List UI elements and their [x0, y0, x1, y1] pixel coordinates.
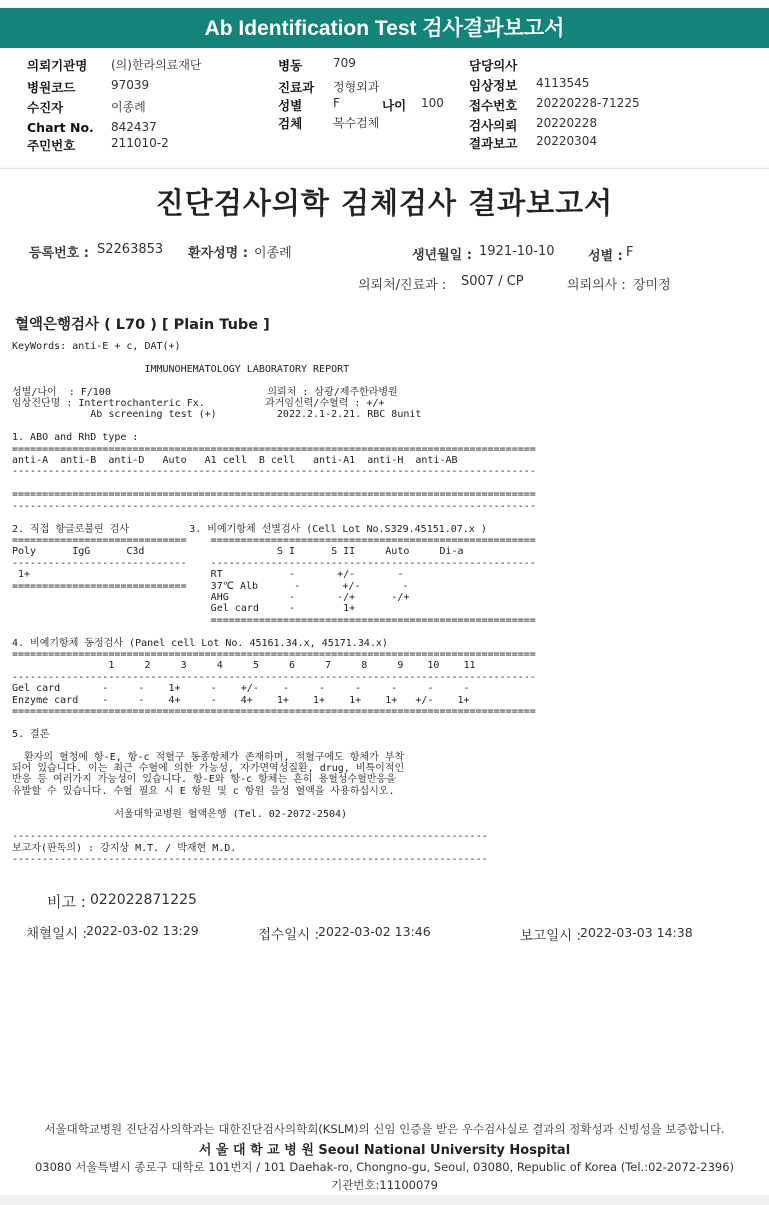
registration-no-label: 등록번호 :	[29, 246, 89, 261]
hospital-name-label: 의뢰기관명	[27, 58, 88, 73]
specimen-label: 검체	[278, 116, 303, 131]
examinee-value: 이종례	[111, 100, 146, 114]
hospital-code-value: 97039	[111, 78, 150, 92]
collection-time-value: 2022-03-02 13:29	[86, 923, 199, 938]
patient-sex-value: F	[626, 245, 634, 260]
patient-name-label: 환자성명 :	[188, 246, 248, 261]
resident-no-label: 주민번호	[27, 138, 76, 153]
clinical-info-value: 4113545	[536, 76, 590, 90]
blood-bank-test-title: 혈액은행검사 ( L70 ) [ Plain Tube ]	[15, 317, 270, 333]
age-value: 100	[421, 96, 444, 110]
ward-value: 709	[333, 56, 356, 70]
certification-statement: 서울대학교병원 진단검사의학과는 대한진단검사의학회(KSLM)의 신임 인증을 받은 우수검사실로 결과의 정확성과 신빙성을 보증합니다.	[44, 1122, 725, 1136]
sex-value: F	[333, 96, 340, 110]
sex-label: 성별	[278, 98, 303, 113]
clinical-info-label: 임상정보	[469, 78, 518, 93]
hospital-code-label: 병원코드	[27, 80, 76, 95]
hospital-name-value: (의)한라의료재단	[111, 58, 202, 72]
bottom-strip	[0, 1195, 769, 1205]
requesting-dept-value: S007 / CP	[461, 274, 524, 289]
hospital-address: 03080 서울특별시 종로구 대학로 101번지 / 101 Daehak-ro, Chongno-gu, Seoul, 03080, Republic of Korea (Tel.:02-2072-2396)	[34, 1160, 735, 1174]
test-request-label: 검사의뢰	[469, 118, 518, 133]
immunohematology-report-text: KeyWords: anti-E + c, DAT(+) IMMUNOHEMATOLOGY LABORATORY REPORT 성별/나이 : F/100 의뢰처 : 삼광/제주한라병원 임상진단명 : Intertrochanteric Fx. 과거임신력/수혈력 : +/+ Ab screening test (+) 2022.2.1-2.21. RBC 8unit 1. ABO and RhD type : ======================================================================================= anti-A anti-B anti-D Auto A1 cell B cell anti-A1 anti-H anti-AB --------------------------------------------------------------------------------------- ======================================================================================= --------------------------------------------------------------------------------------- 2. 직접 항글로불린 검사 3. 비예기항체 선별검사 (Cell Lot No.S329.45151.07.x ) ============================= ====================================================== Poly IgG C3d S I S II Auto Di-a ----------------------------- ------------------------------------------------------ 1+ RT - +/- - ============================= 37℃ Alb - +/- - AHG - -/+ -/+ Gel card - 1+ ====================================================== 4. 비예기항체 동정검사 (Panel cell Lot No. 45161.34.x, 45171.34.x) ======================================================================================= 1 2 3 4 5 6 7 8 9 10 11 --------------------------------------------------------------------------------------- Gel card - - 1+ - +/- - - - - - - Enzyme card - - 4+ - 4+ 1+ 1+ 1+ 1+ +/- 1+ ======================================================================================= 5. 결론 환자의 혈청에 항-E, 항-c 적혈구 동종항체가 존재하며, 적혈구에도 항체가 부착 되어 있습니다. 이는 최근 수혈에 의한 가능성, 자가면역성질환, drug, 비특이적인 반응 등 여러가지 가능성이 있습니다. 항-E와 항-c 항체는 흔히 용혈성수혈반응을 유발할 수 있습니다. 수혈 필요 시 E 항원 및 c 항원 음성 혈액을 사용하십시오. 서울대학교병원 혈액은행 (Tel. 02-2072-2504) ------------------------------------------------------------------------------- 보고자(판독의) : 강지상 M.T. / 박재현 M.D. -------------------------------------------------------------------------------	[12, 341, 536, 866]
birth-date-label: 생년월일 :	[412, 248, 472, 263]
requesting-doctor-label: 의뢰의사 :	[567, 278, 626, 293]
test-request-value: 20220228	[536, 116, 598, 130]
age-label: 나이	[382, 98, 407, 113]
institution-number: 기관번호:11100079	[331, 1178, 438, 1192]
requesting-dept-label: 의뢰처/진료과 :	[358, 278, 447, 293]
receipt-time-label: 접수일시 :	[258, 927, 320, 943]
attending-doctor-label: 담당의사	[469, 58, 518, 73]
chart-no-label: Chart No.	[27, 120, 94, 135]
request-info-header	[0, 52, 769, 164]
chart-no-value: 842437	[111, 120, 157, 134]
receipt-no-value: 20220228-71225	[536, 96, 640, 110]
patient-name-value: 이종례	[254, 246, 292, 261]
report-time-value: 2022-03-03 14:38	[580, 925, 693, 940]
birth-date-value: 1921-10-10	[479, 244, 555, 259]
report-banner-title: Ab Identification Test 검사결과보고서	[0, 8, 769, 48]
result-report-label: 결과보고	[469, 136, 518, 151]
department-label: 진료과	[278, 80, 315, 95]
remark-value: 022022871225	[90, 892, 197, 908]
document-title: 진단검사의학 검체검사 결과보고서	[155, 186, 614, 220]
ward-label: 병동	[278, 58, 303, 73]
requesting-doctor-value: 장미정	[633, 278, 671, 293]
result-report-value: 20220304	[536, 134, 598, 148]
remark-label: 비고 :	[47, 893, 86, 911]
resident-no-value: 211010-2	[111, 136, 169, 150]
department-value: 정형외과	[333, 80, 380, 94]
report-time-label: 보고일시 :	[520, 928, 582, 944]
hospital-name: 서 울 대 학 교 병 원 Seoul National University Hospital	[198, 1143, 571, 1158]
receipt-time-value: 2022-03-02 13:46	[318, 924, 431, 939]
collection-time-label: 채혈일시 :	[26, 926, 88, 942]
specimen-value: 복수검체	[333, 116, 380, 130]
receipt-no-label: 접수번호	[469, 98, 518, 113]
registration-no-value: S2263853	[97, 242, 164, 257]
examinee-label: 수진자	[27, 100, 64, 115]
patient-sex-label: 성별 :	[588, 249, 623, 264]
